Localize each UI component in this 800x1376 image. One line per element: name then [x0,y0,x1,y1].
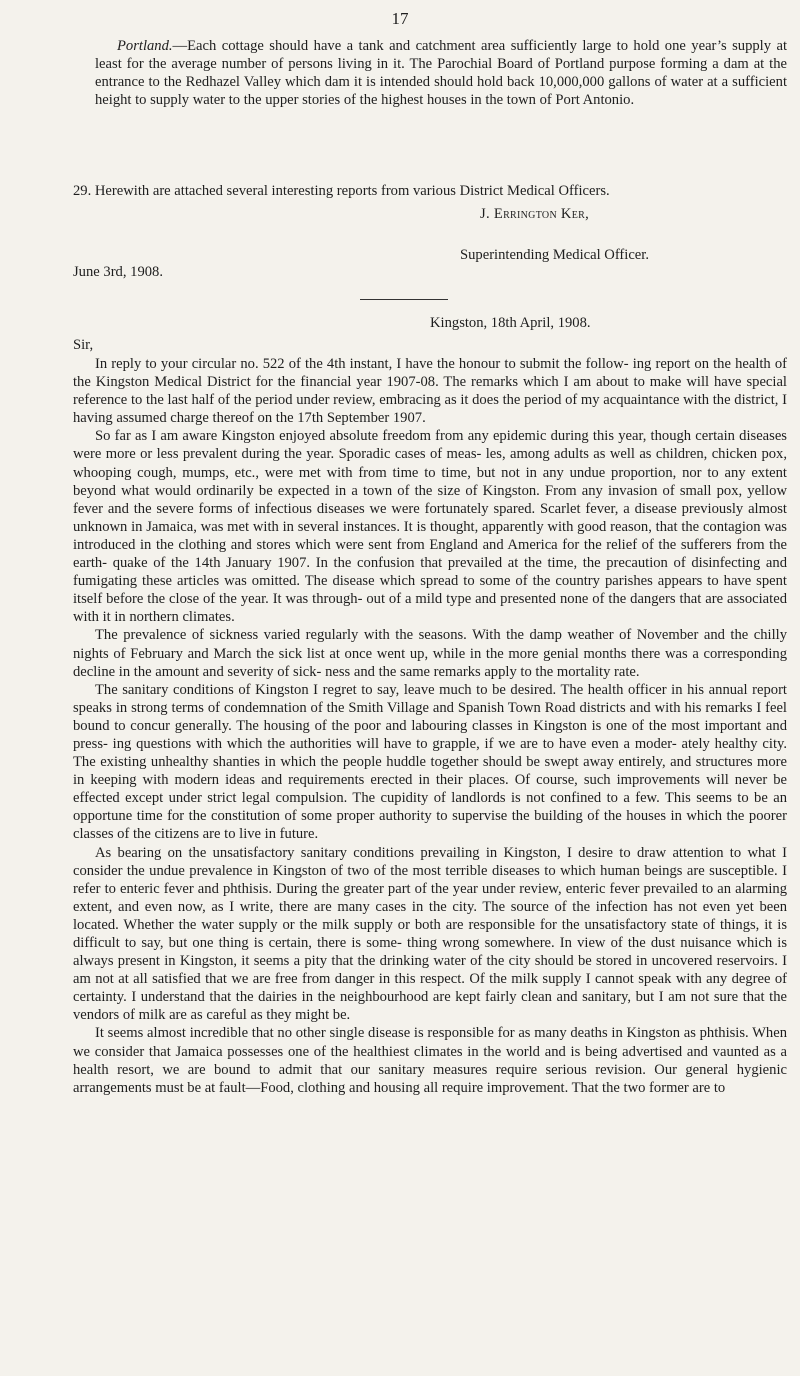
letter-body [73,355,787,1097]
report-date: June 3rd, 1908. [73,264,163,280]
letter-paragraph: So far as I am aware Kingston enjoyed absolute freedom from any epidemic during this year, though certain diseases were more or less prevalent during the year. Sporadic cases of meas- les, among adults as well as children, chicken pox, whooping cough, mumps, etc., were met with from time to time, but not in any undue proportion, nor to any extent beyond what would ordinarily be expected in a town of the size of Kingston. From any invasion of small pox, yellow fever and the severe forms of infectious diseases we were fortunately spared. Scarlet fever, a disease previously almost unknown in Jamaica, was met with in several instances. It is thought, apparently with good reason, that the contagion was introduced in the clothing and stores which were sent from England and America for the relief of the sufferers from the earth- quake of the 14th January 1907. In the confusion that prevailed at the time, the precaution of disinfecting and fumigating these articles was omitted. The disease which spread to some of the country parishes appears to have spent itself before the close of the year. It was through- out of a mild type and presented none of the dangers that are associated with it in northern climates. [73,428,787,626]
page-number: 17 [391,9,409,28]
letter-paragraph: In reply to your circular no. 522 of the 4th instant, I have the honour to submit the follow- ing report on the health of the Kingston Medical District for the financial year 1907-08. The remarks which I am about to make will have special reference to the last half of the period under review, embracing as it does the period of my acquaintance with the district, I having assumed charge thereof on the 17th September 1907. [73,356,787,427]
item-29: 29. Herewith are attached several interesting reports from various District Medical Officers. [73,183,610,199]
letter-dateline: Kingston, 18th April, 1908. [430,315,591,331]
portland-heading: Portland. [117,38,173,54]
section-divider [360,299,448,300]
letter-paragraph: The prevalence of sickness varied regularly with the seasons. With the damp weather of November and the chilly nights of February and March the sick list at once went up, while in the more genial months there was a corresponding decline in the amount and severity of sick- ness and the same remarks apply to the mortality rate. [73,627,787,680]
signature-name: J. Errington Ker, [480,206,590,222]
portland-text: —Each cottage should have a tank and catchment area sufficiently large to hold one year’s supply at least for the average number of persons living in it. The Parochial Board of Portland purpose forming a dam at the entrance to the Redhazel Valley which dam it is intended should hold back 10,000,000 gallons of water at a sufficient height to supply water to the upper stories of the highest houses in the town of Port Antonio. [95,38,787,109]
letter-paragraph: As bearing on the unsatisfactory sanitary conditions prevailing in Kingston, I desire to draw attention to what I consider the undue prevalence in Kingston of two of the most terrible diseases to which human beings are susceptible. I refer to enteric fever and phthisis. During the greater part of the year under review, enteric fever prevailed to an alarming extent, and even now, as I write, there are many cases in the city. The source of the infection has not even yet been located. Whether the water supply or the milk supply or both are responsible for the unsatisfactory state of things, it is difficult to say, but one thing is certain, there is some- thing wrong somewhere. In view of the dust nuisance which is always present in Kingston, it seems a pity that the drinking water of the city should be stored in uncovered reservoirs. I am not at all satisfied that we are free from danger in this respect. Of the milk supply I cannot speak with any degree of certainty. I understand that the dairies in the neighbourhood are kept fairly clean and sanitary, but I am not sure that the vendors of milk are as careful as they might be. [73,844,787,1024]
portland-paragraph [95,37,787,109]
letter-paragraph: The sanitary conditions of Kingston I regret to say, leave much to be desired. The health officer in his annual report speaks in strong terms of condemnation of the Smith Village and Spanish Town Road districts and with his remarks I feel bound to concur generally. The housing of the poor and labouring classes in Kingston is one of the most important and press- ing questions with which the authorities will have to grapple, if we are to have even a moder- ately healthy city. The existing unhealthy shanties in which the people huddle together should be swept away entirely, and structures more in keeping with modern ideas and requirements erected in their places. Of course, such improvements will never be effected except under strict legal compulsion. The cupidity of landlords is not confined to a few. This seems to be an opportune time for the constitution of some proper authority to supervise the building of the houses in which the poorer classes of the citizens are to live in future. [73,681,787,843]
signature-title: Superintending Medical Officer. [460,247,649,263]
letter-paragraph: It seems almost incredible that no other single disease is responsible for as many deaths in Kingston as phthisis. When we consider that Jamaica possesses one of the healthiest climates in the world and is being advertised and vaunted as a health resort, we are bound to admit that our sanitary measures require serious revision. Our general hygienic arrangements must be at fault—Food, clothing and housing all require improvement. That the two former are to [73,1025,787,1096]
salutation: Sir, [73,337,94,353]
